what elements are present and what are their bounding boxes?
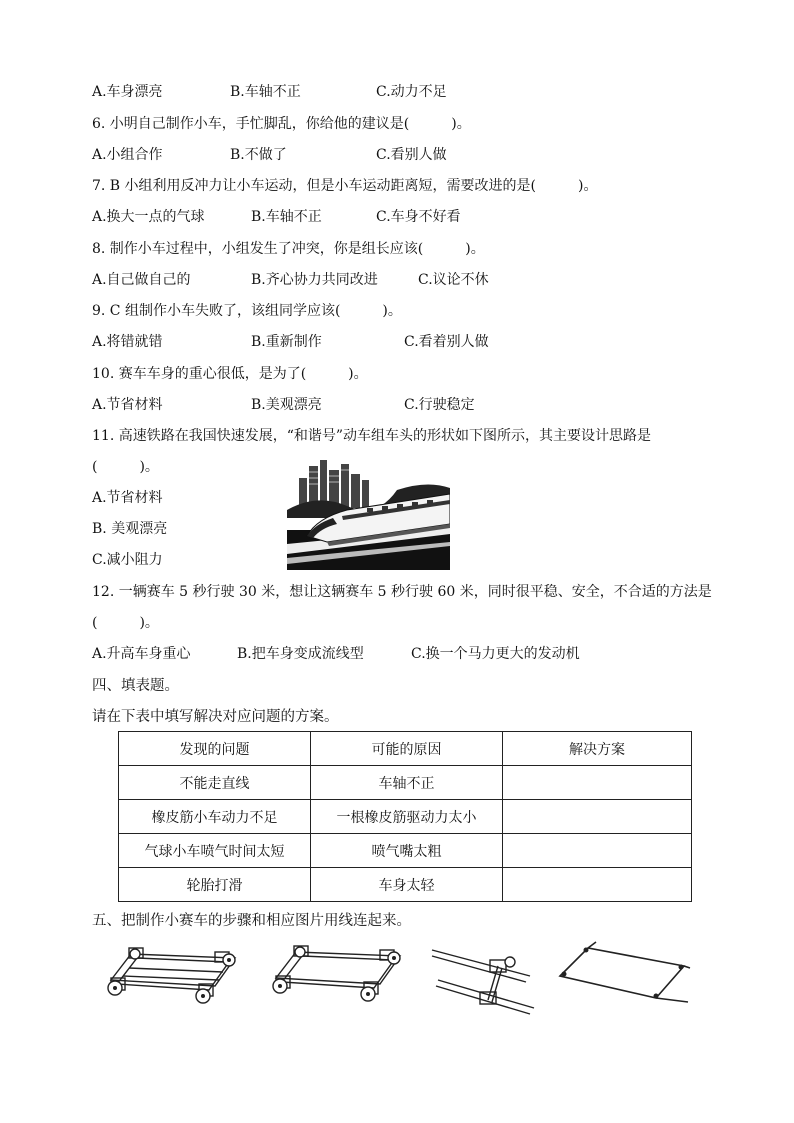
q7-option-b: B.车轴不正 (251, 209, 322, 225)
section-4-title: 四、填表题。 (92, 678, 179, 694)
header-solution: 解决方案 (503, 732, 692, 766)
question-12-blank: ( )。 (92, 615, 159, 631)
q7-option-c: C.车身不好看 (376, 209, 461, 225)
q12-option-b: B.把车身变成流线型 (237, 646, 364, 662)
cell-problem: 气球小车喷气时间太短 (119, 834, 311, 868)
q6-option-a: A.小组合作 (92, 147, 163, 163)
cell-cause: 喷气嘴太粗 (311, 834, 503, 868)
table-row (119, 800, 692, 834)
q8-option-b: B.齐心协力共同改进 (251, 272, 378, 288)
question-6: 6. 小明自己制作小车，手忙脚乱，你给他的建议是( )。 (92, 116, 471, 132)
chassis-axle-mount-image (430, 940, 540, 1020)
section-5-title: 五、把制作小赛车的步骤和相应图片用线连起来。 (92, 913, 411, 929)
question-8: 8. 制作小车过程中，小组发生了冲突，你是组长应该( )。 (92, 241, 485, 257)
harmony-train-illustration (287, 458, 450, 570)
q8-option-a: A.自己做自己的 (92, 272, 191, 288)
q11-option-c: C.减小阻力 (92, 552, 163, 568)
cell-solution[interactable] (503, 868, 692, 902)
q5-option-a: A.车身漂亮 (92, 84, 163, 100)
table-header-row (119, 732, 692, 766)
question-7: 7. B 小组利用反冲力让小车运动，但是小车运动距离短，需要改进的是( )。 (92, 178, 598, 194)
cell-cause: 车轴不正 (311, 766, 503, 800)
q9-option-a: A.将错就错 (92, 334, 163, 350)
question-12: 12. 一辆赛车 5 秒行驶 30 米，想让这辆赛车 5 秒行驶 60 米，同时很平稳、安全，不合适的方法是 (92, 584, 712, 600)
q9-option-c: C.看着别人做 (404, 334, 489, 350)
q10-option-c: C.行驶稳定 (404, 397, 475, 413)
q7-option-a: A.换大一点的气球 (92, 209, 205, 225)
q12-option-a: A.升高车身重心 (92, 646, 191, 662)
q12-option-c: C.换一个马力更大的发动机 (411, 646, 580, 662)
q5-option-b: B.车轴不正 (230, 84, 301, 100)
cell-solution[interactable] (503, 766, 692, 800)
question-11-blank: ( )。 (92, 459, 159, 475)
q5-option-c: C.动力不足 (376, 84, 447, 100)
q6-option-c: C.看别人做 (376, 147, 447, 163)
cell-problem: 轮胎打滑 (119, 868, 311, 902)
chassis-frame-image (556, 940, 691, 1010)
q9-option-b: B.重新制作 (251, 334, 322, 350)
q11-option-b: B. 美观漂亮 (92, 521, 168, 537)
cell-solution[interactable] (503, 800, 692, 834)
header-problem: 发现的问题 (119, 732, 311, 766)
question-11: 11. 高速铁路在我国快速发展，“和谐号”动车组车头的形状如下图所示，其主要设计思路是 (92, 428, 652, 444)
header-cause: 可能的原因 (311, 732, 503, 766)
section-4-instruction: 请在下表中填写解决对应问题的方案。 (92, 709, 339, 725)
question-10: 10. 赛车车身的重心很低，是为了( )。 (92, 366, 368, 382)
table-row (119, 868, 692, 902)
table-row (119, 834, 692, 868)
cell-cause: 一根橡皮筋驱动力太小 (311, 800, 503, 834)
car-chassis-with-wheels-image (103, 938, 243, 1018)
car-chassis-assembled-image (268, 938, 408, 1018)
cell-problem: 不能走直线 (119, 766, 311, 800)
q6-option-b: B.不做了 (230, 147, 287, 163)
q10-option-b: B.美观漂亮 (251, 397, 322, 413)
table-row (119, 766, 692, 800)
cell-problem: 橡皮筋小车动力不足 (119, 800, 311, 834)
q11-option-a: A.节省材料 (92, 490, 163, 506)
problem-solution-table (118, 731, 692, 902)
cell-cause: 车身太轻 (311, 868, 503, 902)
q8-option-c: C.议论不休 (418, 272, 489, 288)
q10-option-a: A.节省材料 (92, 397, 163, 413)
cell-solution[interactable] (503, 834, 692, 868)
question-9: 9. C 组制作小车失败了，该组同学应该( )。 (92, 303, 402, 319)
